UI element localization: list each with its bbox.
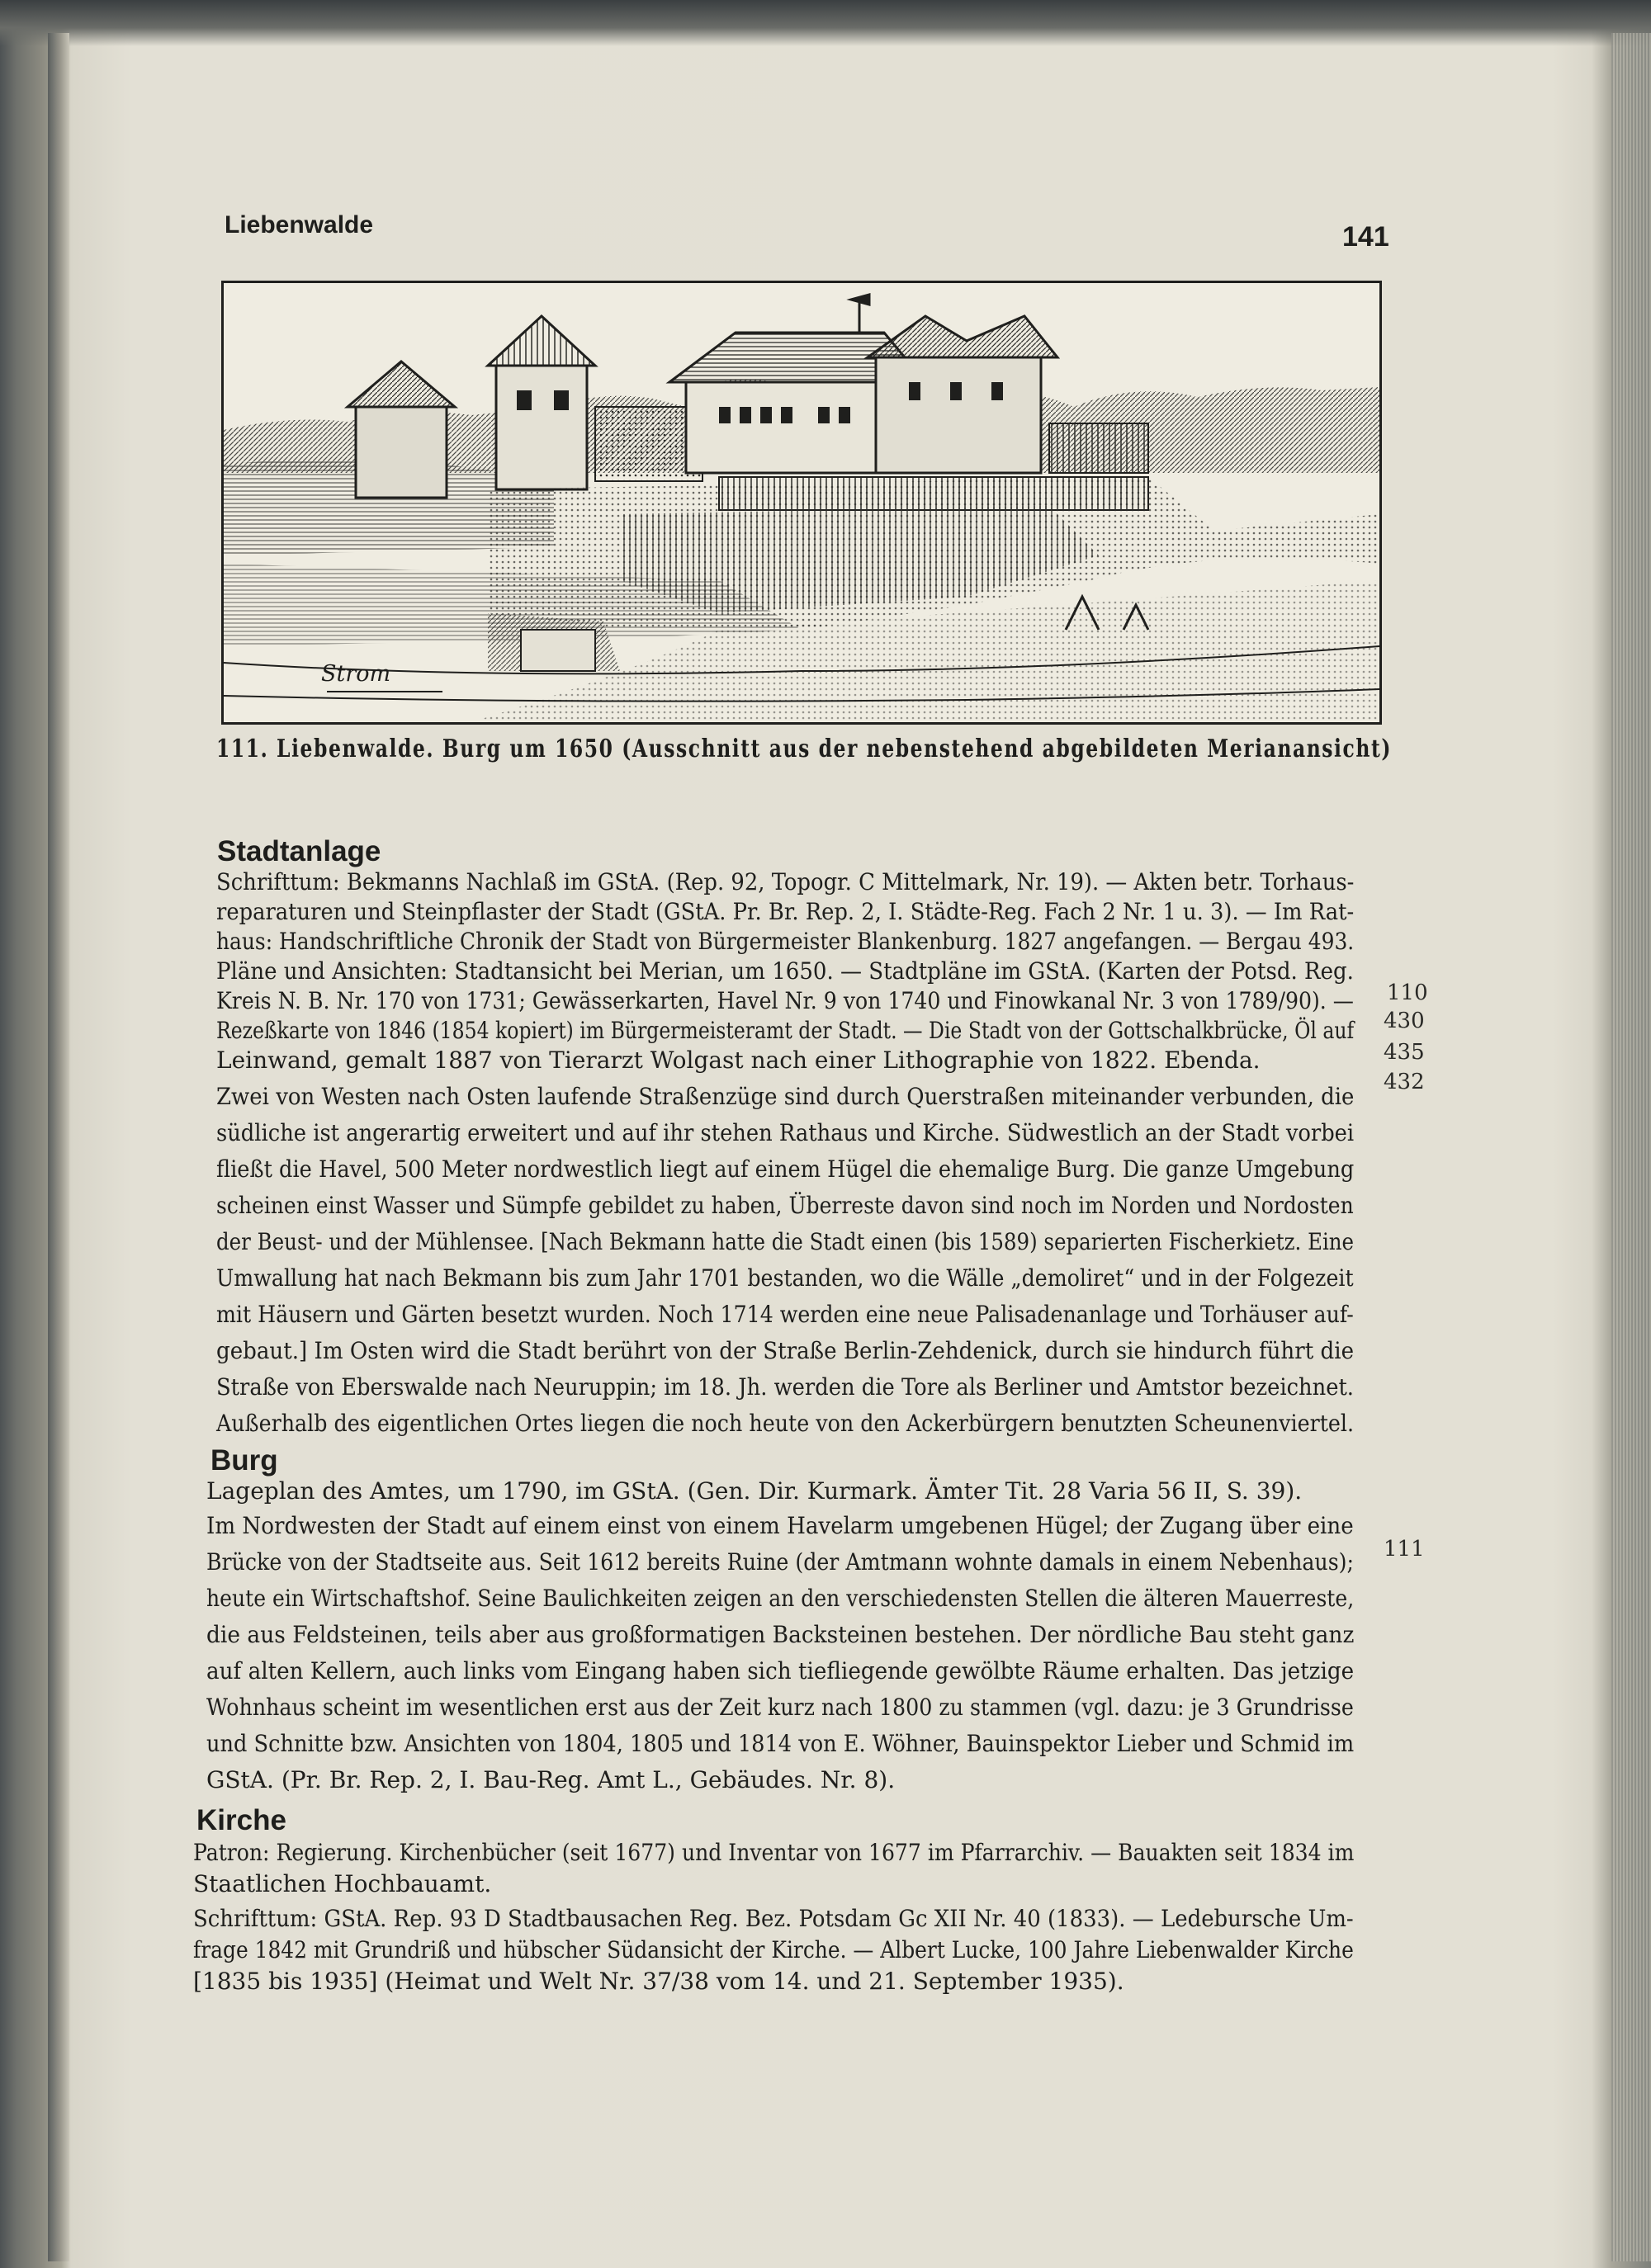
text-line: Patron: Regierung. Kirchenbücher (seit 1677) und Inventar von 1677 im Pfarrarchiv. — Bauakten seit 1834 im [193,1839,1355,1866]
running-title: Liebenwalde [225,211,374,239]
section-heading-kirche: Kirche [196,1804,286,1836]
text-line: Straße von Eberswalde nach Neuruppin; im 18. Jh. werden die Tore als Berliner und Amtstor bezeichnet. [216,1373,1355,1401]
text-line: reparaturen und Steinpflaster der Stadt (GStA. Pr. Br. Rep. 2, I. Städte-Reg. Fach 2 Nr. 1 u. 3). — Im Rat- [216,898,1355,925]
text-line: haus: Handschriftliche Chronik der Stadt von Bürgermeister Blankenburg. 1827 angefangen. — Bergau 493. [216,928,1355,955]
text-line: die aus Feldsteinen, teils aber aus großformatigen Backsteinen bestehen. Der nördliche Bau steht ganz [206,1621,1355,1648]
text-line: Rezeßkarte von 1846 (1854 kopiert) im Bürgermeisteramt der Stadt. — Die Stadt von der Gottschalkbrücke, Öl auf [216,1017,1355,1044]
page-number: 141 [1342,221,1389,253]
section-heading-burg: Burg [211,1444,278,1477]
text-line: Kreis N. B. Nr. 170 von 1731; Gewässerkarten, Havel Nr. 9 von 1740 und Finowkanal Nr. 3 von 1789/90). — [216,987,1354,1014]
margin-reference: 432 [1384,1070,1425,1094]
text-line: Wohnhaus scheint im wesentlichen erst aus der Zeit kurz nach 1800 zu stammen (vgl. dazu: je 3 Grundrisse [206,1694,1354,1721]
margin-reference: 430 [1384,1009,1425,1033]
margin-reference: 110 [1387,980,1428,1005]
castle-engraving [221,281,1382,725]
text-line: Außerhalb des eigentlichen Ortes liegen die noch heute von den Ackerbürgern benutzten Scheunenviertel. [216,1410,1355,1437]
text-line: und Schnitte bzw. Ansichten von 1804, 1805 und 1814 von E. Wöhner, Bauinspektor Lieber und Schmid im [206,1730,1355,1757]
text-line: fließt die Havel, 500 Meter nordwestlich liegt auf einem Hügel die ehemalige Burg. Die ganze Umgebung [216,1155,1355,1183]
text-line: heute ein Wirtschaftshof. Seine Baulichkeiten zeigen an den verschiedensten Stellen die älteren Mauerreste, [206,1585,1355,1612]
text-line: Im Nordwesten der Stadt auf einem einst von einem Havelarm umgebenen Hügel; der Zugang über eine [206,1512,1354,1539]
text-line: Pläne und Ansichten: Stadtansicht bei Merian, um 1650. — Stadtpläne im GStA. (Karten der Potsd. Reg. [216,957,1354,985]
text-line: Schrifttum: GStA. Rep. 93 D Stadtbausachen Reg. Bez. Potsdam Gc XII Nr. 40 (1833). — Ledebursche Um- [193,1905,1354,1932]
text-line: mit Häusern und Gärten besetzt wurden. Noch 1714 werden eine neue Palisadenanlage und Torhäuser auf- [216,1301,1354,1328]
engraving-illustration [224,283,1379,722]
text-line: frage 1842 mit Grundriß und hübscher Südansicht der Kirche. — Albert Lucke, 100 Jahre Liebenwalder Kirche [193,1936,1354,1963]
text-line: Leinwand, gemalt 1887 von Tierarzt Wolgast nach einer Lithographie von 1822. Ebenda. [216,1047,1261,1074]
section-heading-stadtanlage: Stadtanlage [217,835,381,867]
text-line: südliche ist angerartig erweitert und auf ihr stehen Rathaus und Kirche. Südwestlich an der Stadt vorbei [216,1119,1355,1146]
figure-label: Strom [321,661,391,687]
margin-reference: 111 [1384,1537,1425,1562]
text-line: GStA. (Pr. Br. Rep. 2, I. Bau-Reg. Amt L., Gebäudes. Nr. 8). [206,1766,896,1793]
text-line: [1835 bis 1935] (Heimat und Welt Nr. 37/38 vom 14. und 21. September 1935). [193,1968,1124,1995]
figure-caption: 111. Liebenwalde. Burg um 1650 (Ausschnitt aus der nebenstehend abgebildeten Merianansicht) [216,735,1392,763]
book-spine [48,33,69,2261]
text-line: Staatlichen Hochbauamt. [193,1870,492,1897]
text-line: Schrifttum: Bekmanns Nachlaß im GStA. (Rep. 92, Topogr. C Mittelmark, Nr. 19). — Akten betr. Torhaus- [216,868,1355,895]
text-line: Lageplan des Amtes, um 1790, im GStA. (Gen. Dir. Kurmark. Ämter Tit. 28 Varia 56 II, S. 39). [206,1477,1303,1505]
text-line: auf alten Kellern, auch links vom Eingang haben sich tiefliegende gewölbte Räume erhalten. Das jetzige [206,1657,1355,1684]
text-line: gebaut.] Im Osten wird die Stadt berührt von der Straße Berlin-Zehdenick, durch sie hindurch führt die [216,1337,1355,1364]
text-line: Zwei von Westen nach Osten laufende Straßenzüge sind durch Querstraßen miteinander verbunden, die [216,1083,1355,1110]
margin-reference: 435 [1384,1040,1425,1065]
text-line: Brücke von der Stadtseite aus. Seit 1612 bereits Ruine (der Amtmann wohnte damals in einem Nebenhaus); [206,1548,1355,1576]
top-shadow [0,0,1651,46]
text-line: scheinen einst Wasser und Sümpfe gebildet zu haben, Überreste davon sind noch im Norden und Nordosten [216,1192,1354,1219]
text-line: Umwallung hat nach Bekmann bis zum Jahr 1701 bestanden, wo die Wälle „demoliret“ und in der Folgezeit [216,1264,1354,1292]
text-line: der Beust- und der Mühlensee. [Nach Bekmann hatte die Stadt einen (bis 1589) separierten Fischerkietz. Eine [216,1228,1355,1255]
page-edges [1611,33,1651,2261]
